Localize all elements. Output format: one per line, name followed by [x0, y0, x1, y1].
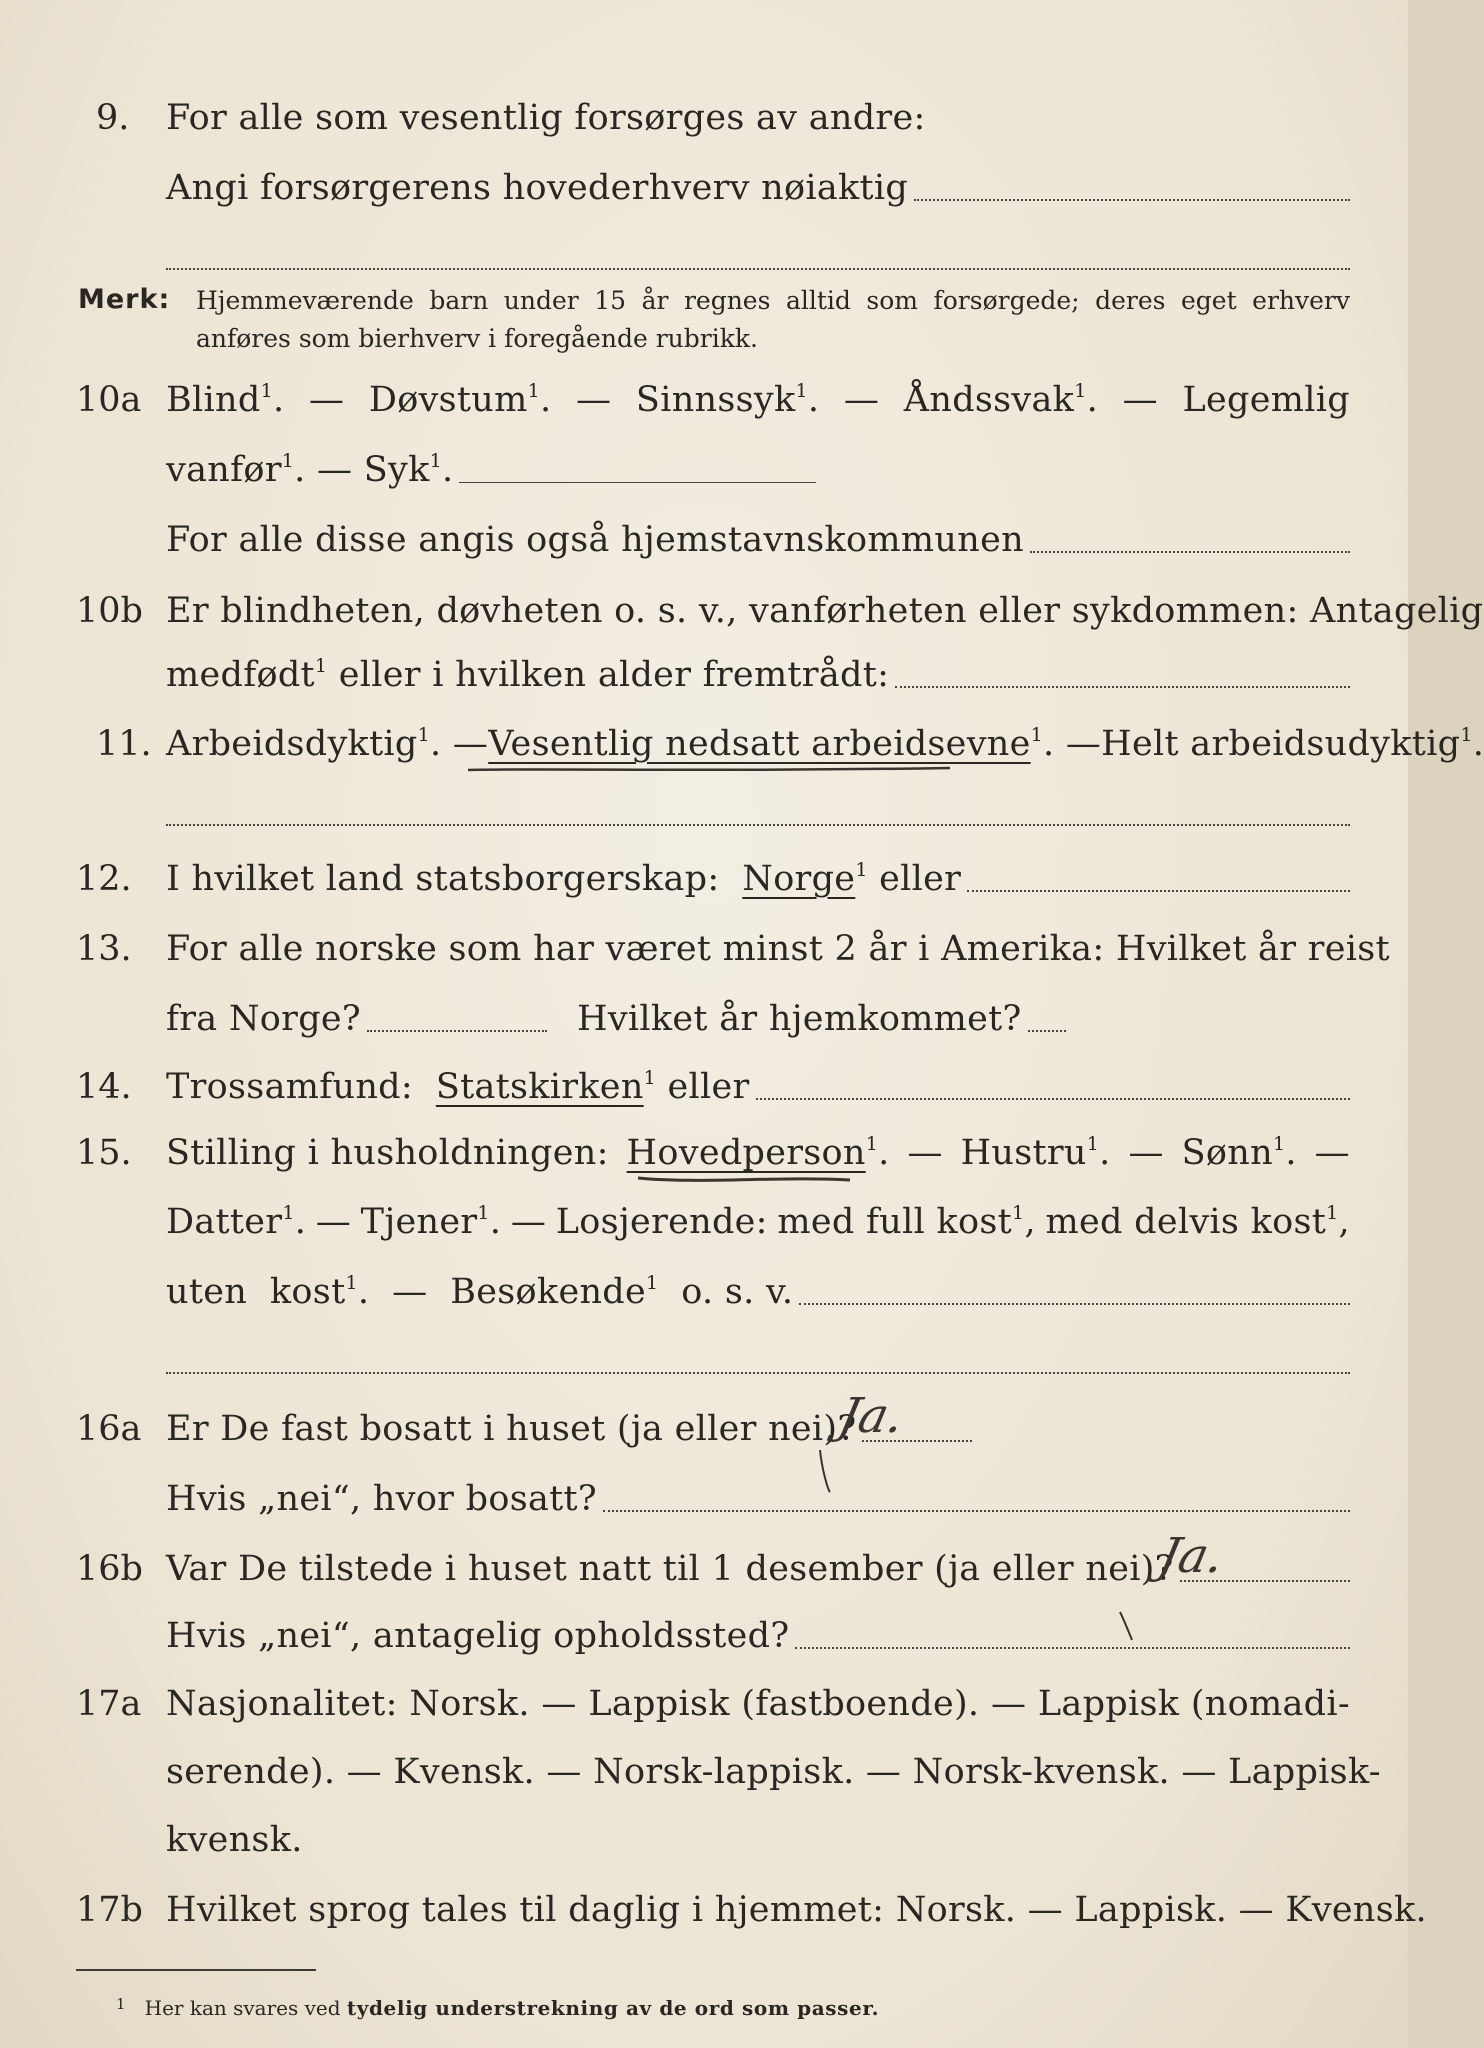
q10a-line-3-text: For alle disse angis også hjemstavnskommunen — [166, 520, 1024, 560]
q16a-line-2: Hvis „nei“, hvor bosatt? — [166, 1477, 1350, 1521]
option-dovstum[interactable]: Døvstum — [368, 380, 528, 420]
q9-line-1: For alle som vesentlig forsørges av andre: — [166, 98, 926, 138]
option-vesentlig-nedsatt[interactable]: Vesentlig nedsatt arbeidsevne — [488, 724, 1031, 764]
option-full-kost[interactable]: med full kost — [777, 1202, 1013, 1242]
question-number-17b: 17b — [76, 1890, 143, 1930]
option-vanfor[interactable]: vanfør — [166, 450, 282, 490]
q10a-line-1: Blind$^1$. — Døvstum$^1$. — Sinnssyk$^1$. — Åndssvak$^1$. — Legemlig — [166, 380, 1350, 420]
q11-line-1: Arbeidsdyktig$^1$. — Vesentlig nedsatt arbeidsevne$^1$. — Helt arbeidsudyktig$^1$. — [166, 724, 1484, 764]
option-delvis-kost[interactable]: med delvis kost — [1045, 1202, 1327, 1242]
q17b-line-1: Hvilket sprog tales til daglig i hjemmet: Norsk. — Lappisk. — Kvensk. — [166, 1890, 1427, 1930]
q10b-line-1: Er blindheten, døvheten o. s. v., vanførheten eller sykdommen: Antagelig — [166, 591, 1484, 631]
q17a-line-1: Nasjonalitet: Norsk. — Lappisk (fastboende). — Lappisk (nomadi- — [166, 1684, 1350, 1724]
footnote-mark: 1 — [116, 1995, 126, 2013]
option-besokende[interactable]: Besøkende — [450, 1272, 647, 1312]
question-number-13: 13. — [76, 929, 132, 969]
question-number-9: 9. — [96, 98, 130, 138]
option-sonn[interactable]: Sønn — [1181, 1133, 1273, 1173]
q16a-line-1: Er De fast bosatt i huset (ja eller nei)? — [166, 1407, 972, 1451]
question-number-16a: 16a — [76, 1409, 142, 1449]
option-uten-kost[interactable]: kost — [269, 1272, 346, 1312]
question-number-10a: 10a — [76, 380, 142, 420]
merk-text-line-1: Hjemmeværende barn under 15 år regnes alltid som forsørgede; deres eget erhverv — [196, 286, 1350, 315]
merk-text-line-2: anføres som bierhverv i foregående rubrikk. — [196, 324, 758, 353]
q16b-line-1: Var De tilstede i huset natt til 1 desember (ja eller nei)? — [166, 1547, 1350, 1591]
question-number-12: 12. — [76, 859, 132, 899]
option-blind[interactable]: Blind — [166, 380, 261, 420]
q17a-line-3: kvensk. — [166, 1820, 303, 1860]
q14-line: Trossamfund: Statskirken$^1$ eller — [166, 1065, 1350, 1109]
option-hovedperson[interactable]: Hovedperson — [626, 1133, 866, 1173]
option-andssvak[interactable]: Åndssvak — [903, 380, 1075, 420]
option-legemlig[interactable]: Legemlig — [1182, 380, 1350, 420]
option-helt-arbeidsudyktig[interactable]: Helt arbeidsudyktig — [1101, 724, 1461, 764]
q16b-line-2: Hvis „nei“, antagelig opholdssted? — [166, 1614, 1350, 1658]
option-arbeidsdyktig[interactable]: Arbeidsdyktig — [166, 724, 418, 764]
option-tjener[interactable]: Tjener — [360, 1202, 478, 1242]
q13-line-1: For alle norske som har været minst 2 år i Amerika: Hvilket år reist — [166, 929, 1390, 969]
option-norge[interactable]: Norge — [742, 859, 856, 899]
option-medfodt[interactable]: medfødt — [166, 655, 315, 695]
option-statskirken[interactable]: Statskirken — [435, 1067, 644, 1107]
question-number-14: 14. — [76, 1067, 132, 1107]
q16b-handwritten-answer: Ja. — [1154, 1528, 1230, 1584]
footnote-bold-text: tydelig understrekning av de ord som passer. — [346, 1996, 880, 2020]
q16a-handwritten-answer: Ja. — [834, 1388, 910, 1444]
question-number-17a: 17a — [76, 1684, 142, 1724]
q9-line-2-text: Angi forsørgerens hovederhverv nøiaktig — [166, 168, 909, 208]
footnote-text: Her kan svares ved — [144, 1996, 341, 2020]
question-number-15: 15. — [76, 1133, 132, 1173]
q15-line-2: Datter$^1$. — Tjener$^1$. — Losjerende: med full kost$^1$, med delvis kost$^1$, — [166, 1202, 1350, 1242]
question-number-10b: 10b — [76, 591, 143, 631]
option-hustru[interactable]: Hustru — [960, 1133, 1087, 1173]
option-datter[interactable]: Datter — [166, 1202, 283, 1242]
q10a-line-2: vanfør$^1$. — Syk$^1$. — [166, 448, 816, 492]
question-number-11: 11. — [96, 724, 152, 764]
option-syk[interactable]: Syk — [363, 450, 430, 490]
question-number-16b: 16b — [76, 1549, 143, 1589]
merk-label: Merk: — [78, 284, 171, 315]
q13-line-2: fra Norge? Hvilket år hjemkommet? — [166, 997, 1066, 1041]
q12-line: I hvilket land statsborgerskap: Norge$^1$ eller — [166, 857, 1350, 901]
q17a-line-2: serende). — Kvensk. — Norsk-lappisk. — Norsk-kvensk. — Lappisk- — [166, 1752, 1381, 1792]
q15-line-1: Stilling i husholdningen: Hovedperson$^1$. — Hustru$^1$. — Sønn$^1$. — — [166, 1133, 1350, 1173]
q15-line-3: uten kost$^1$. — Besøkende$^1$ o. s. v. — [166, 1270, 1350, 1314]
q10b-line-2: medfødt$^1$ eller i hvilken alder fremtrådt: — [166, 653, 1350, 697]
option-sinnssyk[interactable]: Sinnssyk — [635, 380, 796, 420]
